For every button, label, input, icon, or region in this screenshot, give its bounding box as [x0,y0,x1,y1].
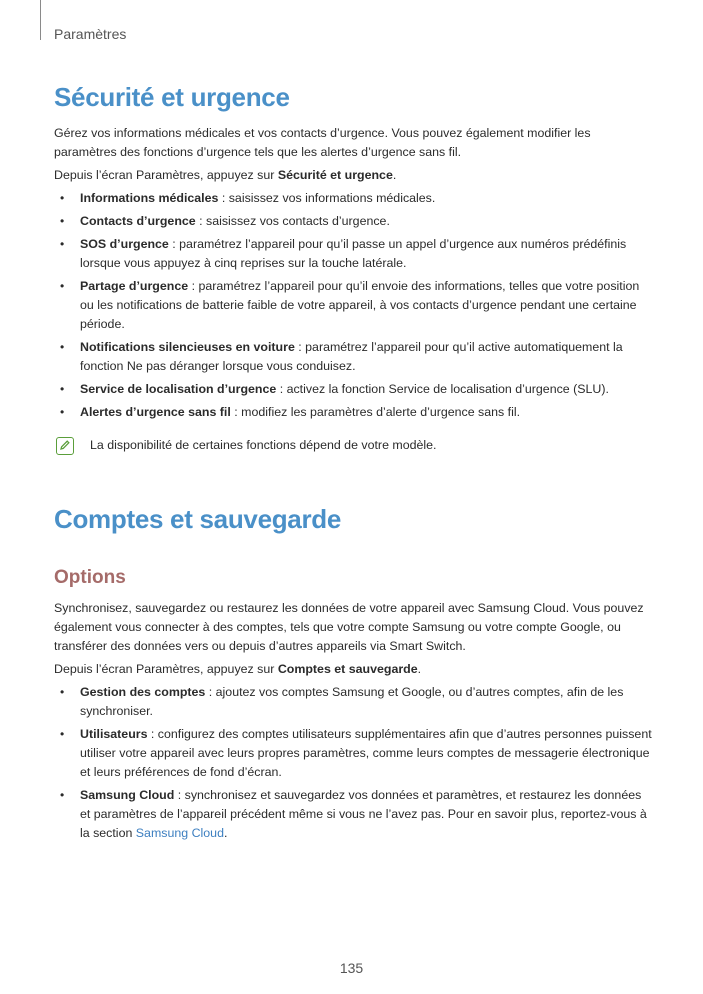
list-item: • Utilisateurs : configurez des comptes utilisateurs supplémentaires afin que d’autres personnes puissent utiliser votre appareil avec leurs propres paramètres, comme leurs comptes de messagerie électronique et leurs préférences de fond d’écran. [60,727,652,779]
list-item: • Notifications silencieuses en voiture : paramétrez l’appareil pour qu’il active automatiquement la fonction Ne pas déranger lorsque vous conduisez. [60,340,623,373]
list-item: • Service de localisation d’urgence : activez la fonction Service de localisation d’urgence (SLU). [60,382,609,396]
note-pencil-icon [56,437,74,455]
list-item: • Gestion des comptes : ajoutez vos comptes Samsung et Google, ou d’autres comptes, afin de les synchroniser. [60,685,624,718]
accounts-options-list [54,683,654,843]
samsung-cloud-link[interactable]: Samsung Cloud [135,826,224,840]
accounts-path: Depuis l’écran Paramètres, appuyez sur Comptes et sauvegarde. [54,662,422,676]
list-item: • Partage d’urgence : paramétrez l’appareil pour qu’il envoie des informations, telles que votre position ou les notifications de batterie faible de votre appareil, à vos contacts d’urgence pendant une certaine période. [60,279,640,331]
security-body [54,124,654,426]
list-item: • Samsung Cloud : synchronisez et sauvegardez vos données et paramètres, et restaurez les données et paramètres de l’appareil précédent même si vous ne l’avez pas. Pour en savoir plus, reportez-vous à la section Samsung Cloud. [60,788,647,840]
list-item: • Informations médicales : saisissez vos informations médicales. [60,191,436,205]
subsection-title-options: Options [54,567,126,588]
security-path: Depuis l’écran Paramètres, appuyez sur Sécurité et urgence. [54,168,397,182]
accounts-body [54,599,654,847]
security-path-menu: Sécurité et urgence [277,168,393,182]
availability-note [54,437,654,459]
list-item: • Contacts d’urgence : saisissez vos contacts d’urgence. [60,214,390,228]
page-number: 135 [339,960,364,976]
section-title-security: Sécurité et urgence [54,82,290,112]
note-text: La disponibilité de certaines fonctions dépend de votre modèle. [90,438,437,452]
accounts-intro: Synchronisez, sauvegardez ou restaurez les données de votre appareil avec Samsung Cloud. Vous pouvez également vous connecter à des comptes, tels que votre compte Samsung ou votre compte Google, ou transférer des données vers ou depuis d’autres appareils via Smart Switch. [54,601,644,653]
security-options-list [54,189,654,422]
header-divider [40,0,41,40]
security-intro: Gérez vos informations médicales et vos contacts d’urgence. Vous pouvez également modifier les paramètres des fonctions d’urgence tels que les alertes d’urgence sans fil. [54,126,591,159]
list-item: • Alertes d’urgence sans fil : modifiez les paramètres d’alerte d’urgence sans fil. [60,405,521,419]
list-item: • SOS d’urgence : paramétrez l’appareil pour qu’il passe un appel d’urgence aux numéros prédéfinis lorsque vous appuyez à cinq reprises sur la touche latérale. [60,237,627,270]
accounts-path-menu: Comptes et sauvegarde [277,662,418,676]
section-title-accounts: Comptes et sauvegarde [54,504,342,534]
running-header: Paramètres [54,26,127,42]
